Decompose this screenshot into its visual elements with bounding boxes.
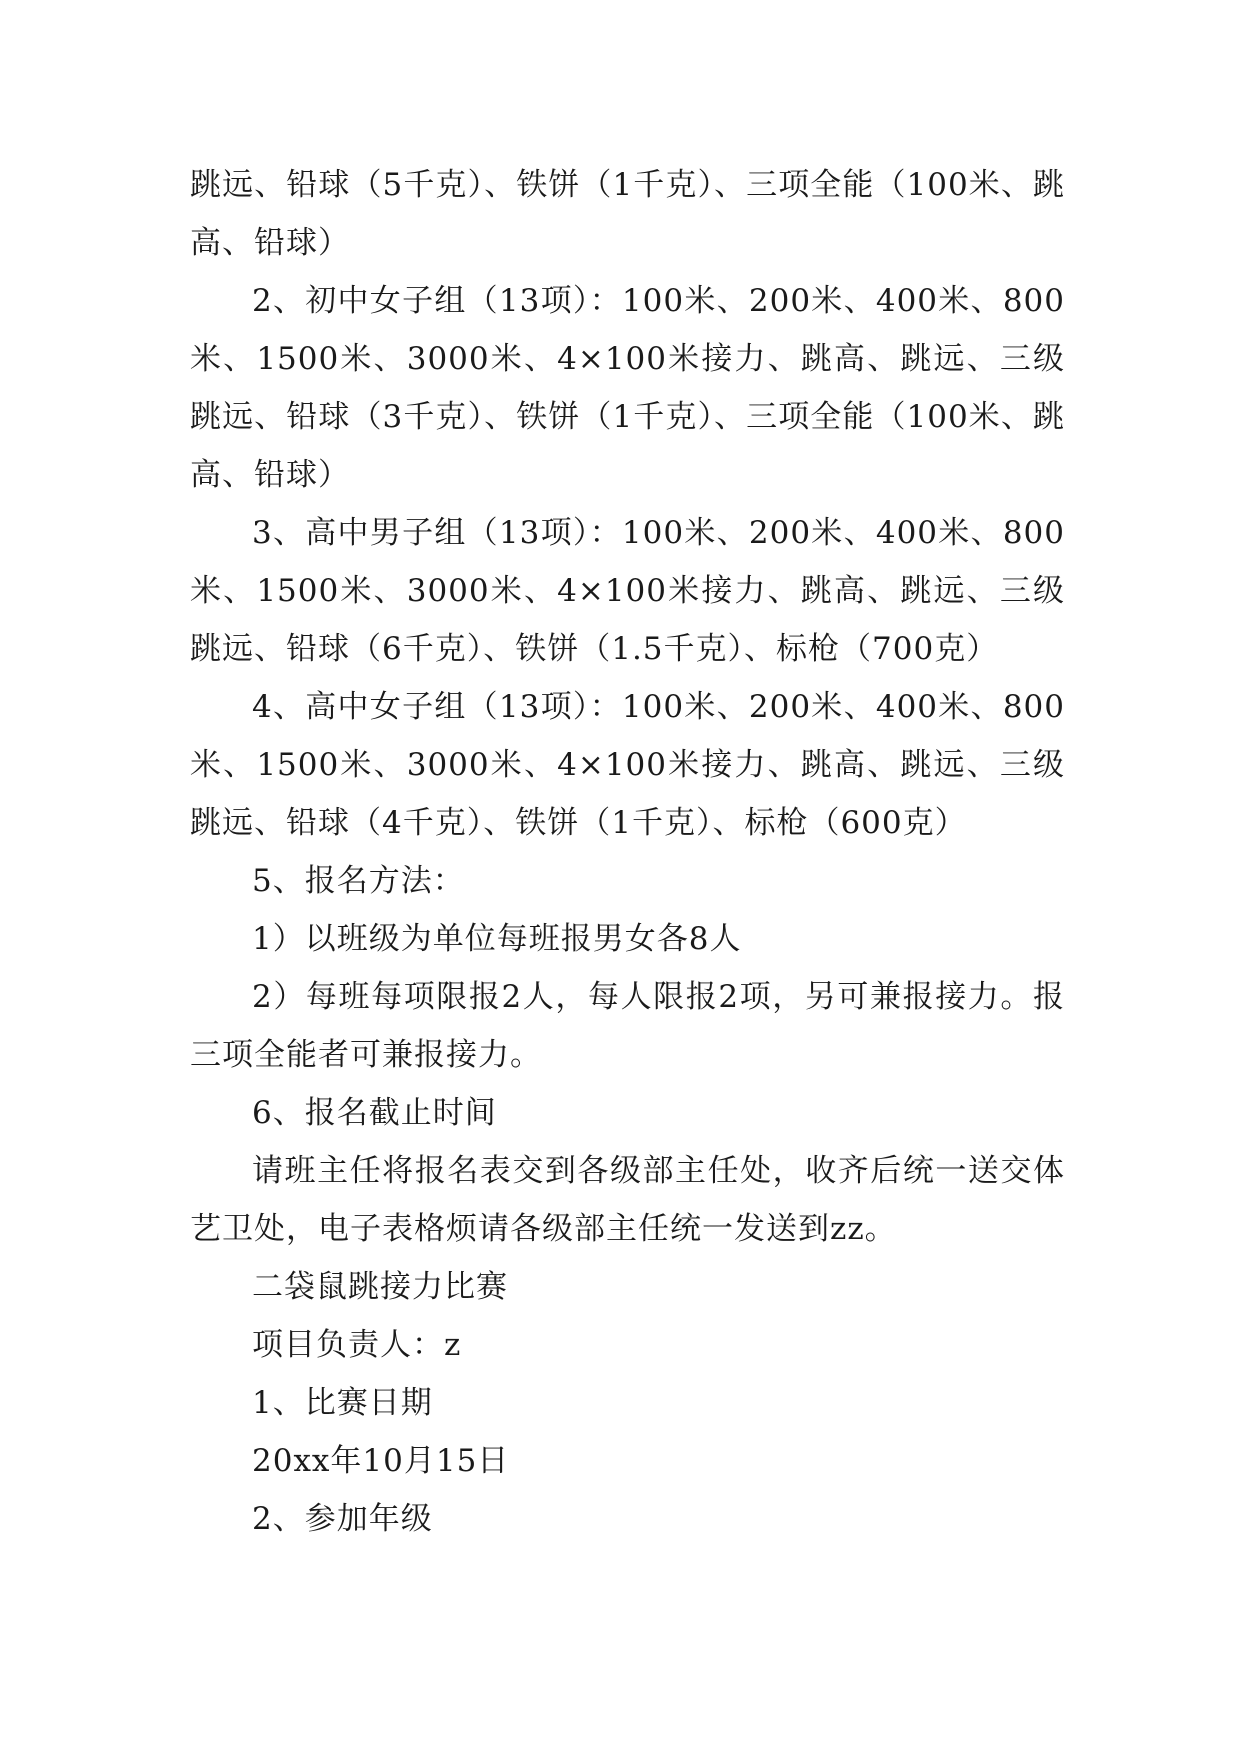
paragraph-date-heading: 1、比赛日期 [252, 1385, 433, 1421]
paragraph-senior-boys: 3、高中男子组（13项）：100米、200米、400米、800米、1500米、3000米、4×100米接力、跳高、跳远、三级跳远、铅球（6千克）、铁饼（1.5千克）、标枪（700克） [190, 515, 1065, 667]
paragraph-date-value: 20xx年10月15日 [252, 1443, 510, 1479]
paragraph-senior-girls: 4、高中女子组（13项）：100米、200米、400米、800米、1500米、3000米、4×100米接力、跳高、跳远、三级跳远、铅球（4千克）、铁饼（1千克）、标枪（600克） [190, 689, 1065, 841]
paragraph-junior-girls: 2、初中女子组（13项）：100米、200米、400米、800米、1500米、3000米、4×100米接力、跳高、跳远、三级跳远、铅球（3千克）、铁饼（1千克）、三项全能（100米、跳高、铅球） [190, 283, 1065, 493]
paragraph-registration-rule-1: 1）以班级为单位每班报男女各8人 [252, 921, 742, 957]
paragraph-deadline-instructions: 请班主任将报名表交到各级部主任处，收齐后统一送交体艺卫处，电子表格烦请各级部主任统一发送到zz。 [190, 1153, 1065, 1247]
paragraph-grades-heading: 2、参加年级 [252, 1501, 433, 1537]
paragraph-events-continued: 跳远、铅球（5千克）、铁饼（1千克）、三项全能（100米、跳高、铅球） [190, 167, 1065, 261]
paragraph-registration-rule-2: 2）每班每项限报2人，每人限报2项，另可兼报接力。报三项全能者可兼报接力。 [190, 979, 1065, 1073]
document-body [190, 156, 1065, 1548]
paragraph-registration-method: 5、报名方法： [252, 863, 465, 899]
paragraph-project-lead: 项目负责人：z [252, 1327, 462, 1363]
paragraph-deadline-heading: 6、报名截止时间 [252, 1095, 497, 1131]
paragraph-section-heading: 二袋鼠跳接力比赛 [252, 1269, 508, 1305]
